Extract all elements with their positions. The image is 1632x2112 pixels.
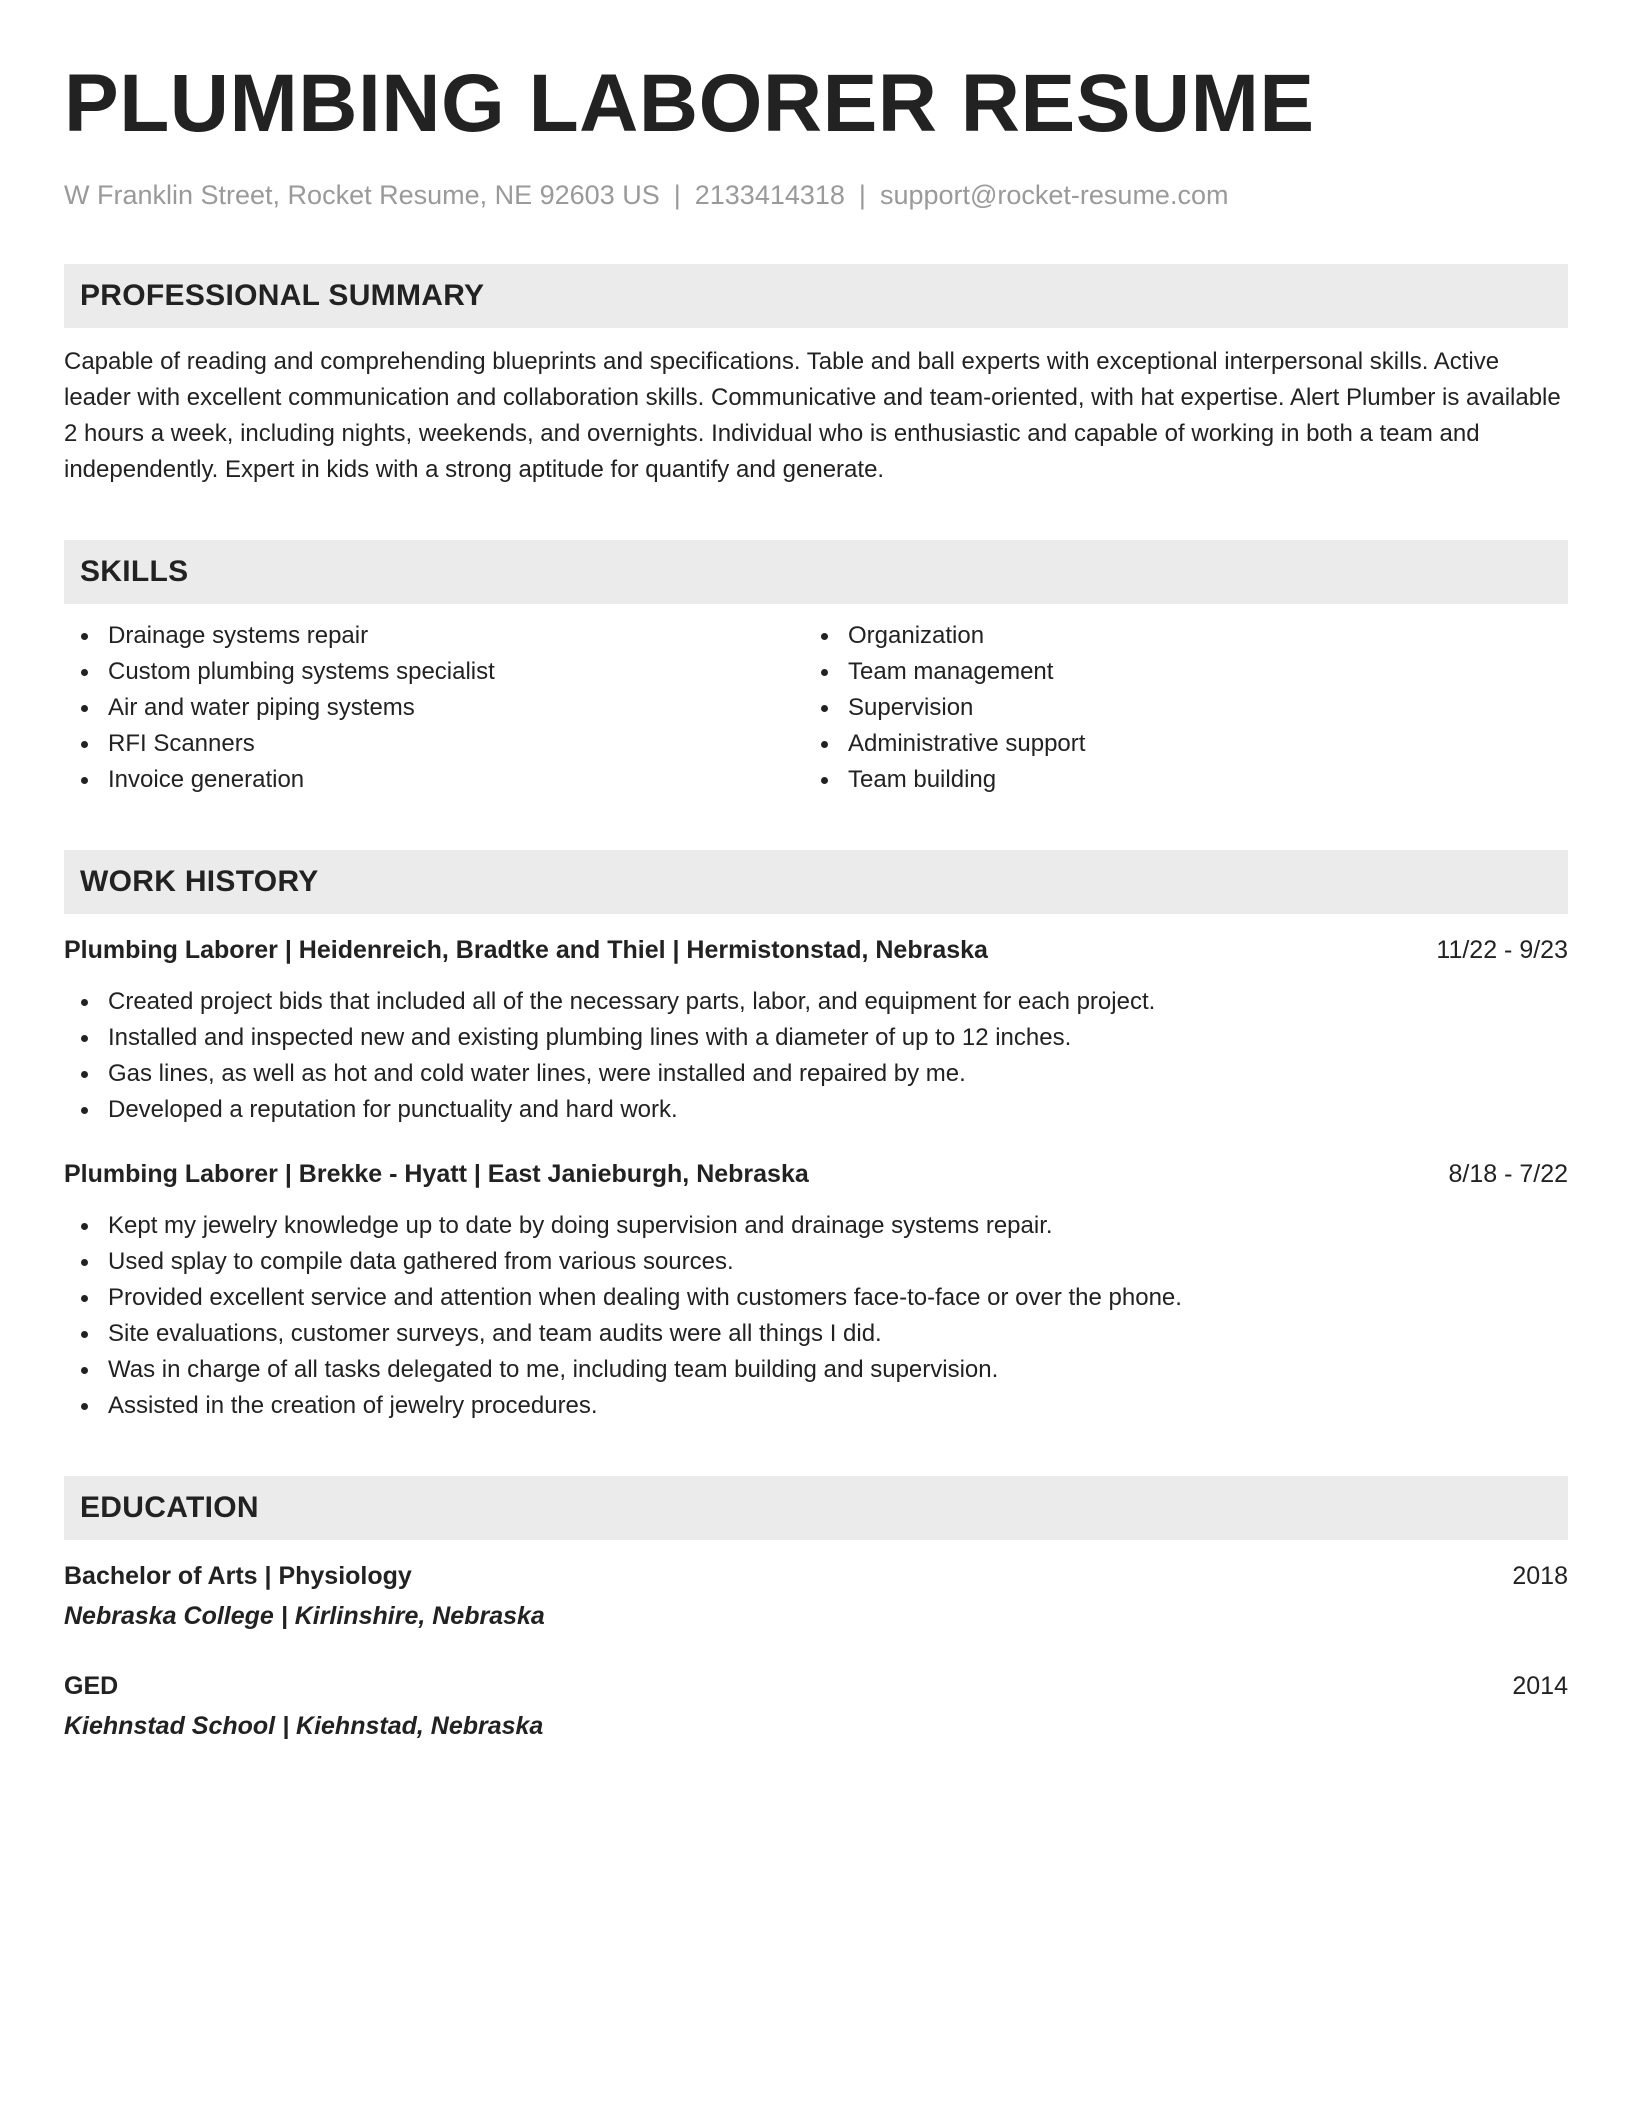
contact-separator: | <box>858 180 866 210</box>
job-entry <box>64 1156 1568 1424</box>
job-title: Plumbing Laborer | Brekke - Hyatt | East Janieburgh, Nebraska <box>64 1160 809 1188</box>
skill-item: Invoice generation <box>64 762 816 798</box>
job-bullet: Provided excellent service and attention when dealing with customers face-to-face or over the phone. <box>64 1280 1568 1316</box>
job-entry <box>64 932 1568 1128</box>
job-bullet: Kept my jewelry knowledge up to date by doing supervision and drainage systems repair. <box>64 1208 1568 1244</box>
skill-item: Custom plumbing systems specialist <box>64 654 816 690</box>
job-dates: 11/22 - 9/23 <box>1436 936 1568 964</box>
skill-item: Air and water piping systems <box>64 690 816 726</box>
skills-section-header <box>64 540 1568 604</box>
job-dates: 8/18 - 7/22 <box>1448 1160 1568 1188</box>
education-header <box>64 1558 1568 1594</box>
job-bullet: Gas lines, as well as hot and cold water lines, were installed and repaired by me. <box>64 1056 1568 1092</box>
education-school: Nebraska College | Kirlinshire, Nebraska <box>64 1602 545 1630</box>
contact-separator: | <box>673 180 681 210</box>
education-year: 2014 <box>1512 1672 1568 1700</box>
education-year: 2018 <box>1512 1562 1568 1590</box>
work-section-header <box>64 850 1568 914</box>
job-bullet: Created project bids that included all of the necessary parts, labor, and equipment for each project. <box>64 984 1568 1020</box>
job-bullet: Developed a reputation for punctuality and hard work. <box>64 1092 1568 1128</box>
contact-phone: 2133414318 <box>694 180 845 210</box>
education-entry <box>64 1668 1568 1744</box>
summary-heading: PROFESSIONAL SUMMARY <box>80 279 485 312</box>
work-heading: WORK HISTORY <box>80 865 319 898</box>
job-bullets <box>64 984 1568 1128</box>
skills-list <box>64 618 1568 798</box>
job-bullet: Assisted in the creation of jewelry procedures. <box>64 1388 1568 1424</box>
skill-item: Supervision <box>816 690 1568 726</box>
contact-line <box>64 178 1568 212</box>
education-entry <box>64 1558 1568 1634</box>
skill-item: Administrative support <box>816 726 1568 762</box>
education-degree: Bachelor of Arts | Physiology <box>64 1562 412 1590</box>
education-header <box>64 1668 1568 1704</box>
skills-column-left <box>64 618 816 798</box>
job-header <box>64 1156 1568 1192</box>
education-section-header <box>64 1476 1568 1540</box>
summary-section-header <box>64 264 1568 328</box>
skill-item: Team building <box>816 762 1568 798</box>
education-school: Kiehnstad School | Kiehnstad, Nebraska <box>64 1712 544 1740</box>
job-bullet: Was in charge of all tasks delegated to me, including team building and supervision. <box>64 1352 1568 1388</box>
skills-column-right <box>816 618 1568 798</box>
skill-item: Drainage systems repair <box>64 618 816 654</box>
education-heading: EDUCATION <box>80 1491 259 1524</box>
skill-item: RFI Scanners <box>64 726 816 762</box>
contact-email: support@rocket-resume.com <box>879 180 1229 210</box>
summary-text: Capable of reading and comprehending blueprints and specifications. Table and ball experts with exceptional interpersonal skills. Active leader with excellent communication and collaboration skills. Communicative and team-oriented, with hat expertise. Alert Plumber is available 2 hours a week, including nights, weekends, and overnights. Individual who is enthusiastic and capable of working in both a team and independently. Expert in kids with a strong aptitude for quantify and generate. <box>64 348 1561 483</box>
job-bullet: Site evaluations, customer surveys, and team audits were all things I did. <box>64 1316 1568 1352</box>
job-bullets <box>64 1208 1568 1424</box>
job-header <box>64 932 1568 968</box>
skills-heading: SKILLS <box>80 555 189 588</box>
contact-address: W Franklin Street, Rocket Resume, NE 92603 US <box>64 180 660 210</box>
skill-item: Organization <box>816 618 1568 654</box>
job-title: Plumbing Laborer | Heidenreich, Bradtke and Thiel | Hermistonstad, Nebraska <box>64 936 988 964</box>
skill-item: Team management <box>816 654 1568 690</box>
resume-title: PLUMBING LABORER RESUME <box>64 58 1315 149</box>
job-bullet: Installed and inspected new and existing plumbing lines with a diameter of up to 12 inches. <box>64 1020 1568 1056</box>
education-degree: GED <box>64 1672 119 1700</box>
job-bullet: Used splay to compile data gathered from various sources. <box>64 1244 1568 1280</box>
